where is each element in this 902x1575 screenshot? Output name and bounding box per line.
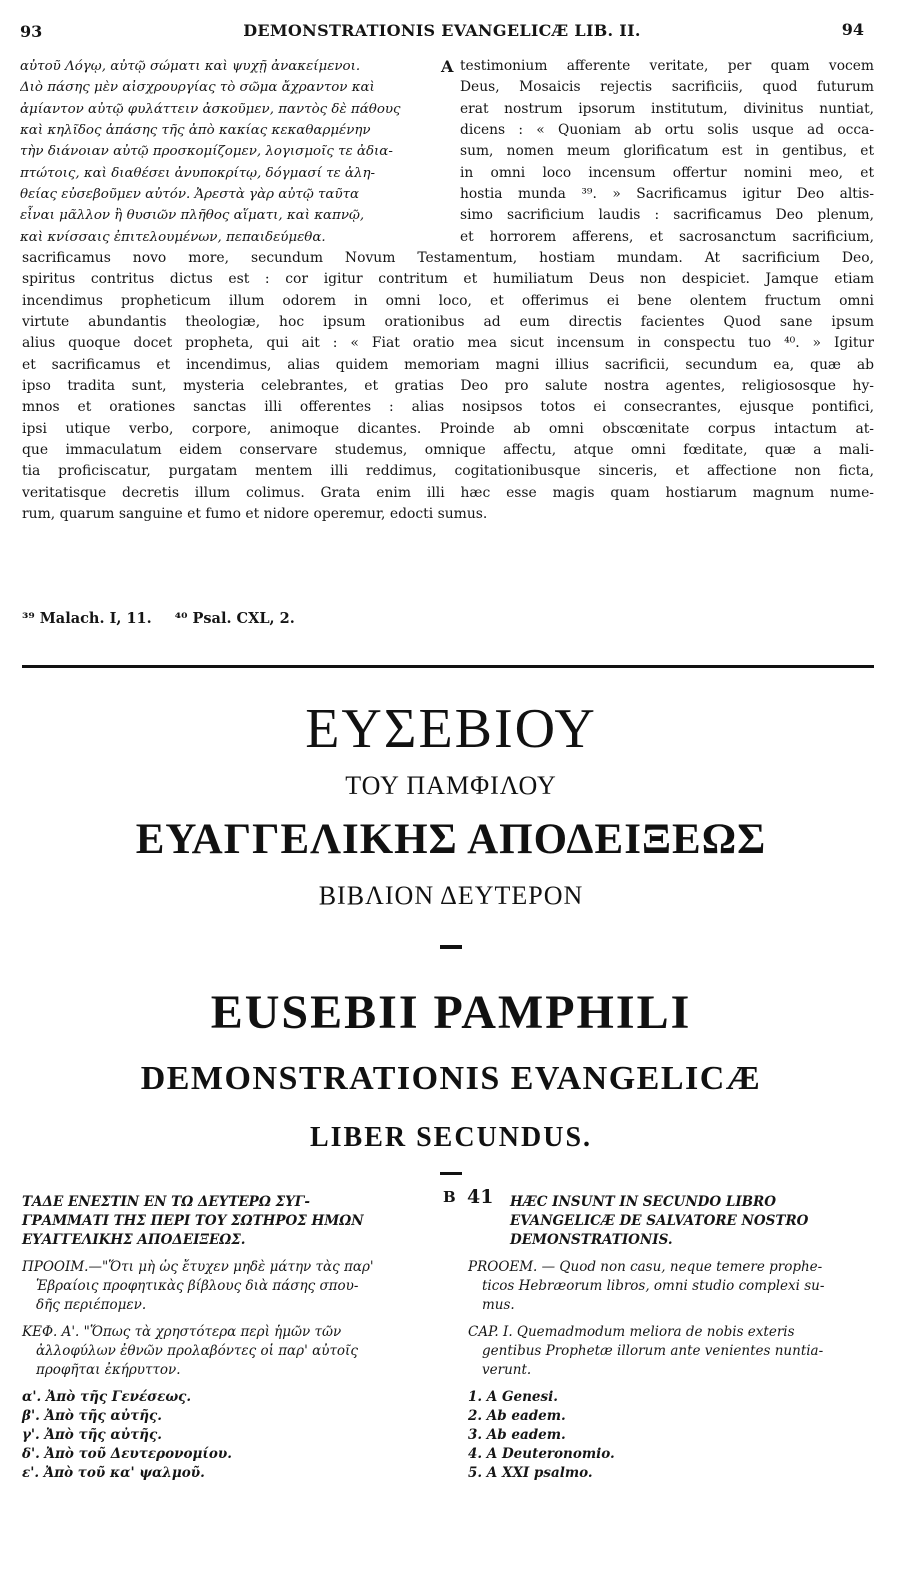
latin-right-column bbox=[460, 56, 874, 248]
prooem-line: Ἑβραίοις προφητικὰς βίβλους διὰ πάσης σπου- bbox=[36, 1278, 359, 1294]
contents-heading-line: HÆC INSUNT IN SECUNDO LIBRO bbox=[510, 1194, 777, 1210]
latin-line: et horrorem afferens, et sacrosanctum sacrificium, bbox=[460, 228, 874, 245]
latin-line: erat nostrum ipsorum institutum, divinitus nuntiat, bbox=[460, 100, 874, 117]
title-greek-surname: ΤΟΥ ΠΑΜΦΙΛΟΥ bbox=[345, 771, 557, 800]
running-header bbox=[20, 20, 864, 44]
running-title: DEMONSTRATIONIS EVANGELICÆ LIB. II. bbox=[243, 21, 641, 40]
latin-line: hostia munda ³⁹. » Sacrificamus igitur Deo altis- bbox=[460, 186, 874, 203]
greek-line: καὶ κνίσσαις ἐπιτελουμένων, πεπαιδεύμεθα. bbox=[20, 229, 326, 245]
chapter-line: CAP. I. Quemadmodum meliora de nobis exteris bbox=[468, 1324, 795, 1340]
title-latin-book: LIBER SECUNDUS. bbox=[309, 1122, 593, 1153]
contents-item: β'. Ἀπὸ τῆς αὐτῆς. bbox=[22, 1408, 162, 1424]
title-greek-author: ΕΥΣΕΒΙΟΥ bbox=[305, 698, 597, 760]
greek-line: Διὸ πάσης μὲν αἰσχρουργίας τὸ σῶμα ἄχραντον καὶ bbox=[20, 80, 375, 96]
section-rule bbox=[22, 665, 874, 668]
footnote: ⁴⁰ Psal. CXL, 2. bbox=[174, 610, 295, 627]
latin-full-width-text bbox=[22, 248, 874, 525]
chapter-line: προφῆται ἐκήρυττον. bbox=[36, 1362, 181, 1378]
latin-line: alius quoque docet propheta, qui ait : « Fiat oratio mea sicut incensum in conspectu tuo ⁴⁰. » Igitur bbox=[22, 335, 874, 352]
latin-line: et sacrificamus et incendimus, alias quidem memoriam magni illius sacrificii, secundum ea, quæ ab bbox=[22, 356, 874, 373]
latin-line: virtute abundantis theologiæ, hoc ipsum orationibus ad eum directis facientes Quod sane ipsum bbox=[22, 314, 874, 331]
latin-line: mnos et orationes sanctas illi offerentes : alias nosipsos totos ei consecrantes, ejusque pontifici, bbox=[22, 399, 874, 416]
greek-line: πτώτοις, καὶ διαθέσει ἀνυποκρίτῳ, δόγμασί τε ἀλη- bbox=[20, 165, 376, 181]
latin-line: simo sacrificium laudis : sacrificamus Deo plenum, bbox=[460, 207, 874, 224]
contents-heading-line: ΤΑΔΕ ΕΝΕΣΤΙΝ ΕΝ ΤΩ ΔΕΥΤΕΡΩ ΣΥΓ- bbox=[22, 1194, 310, 1210]
latin-line: que immaculatum eidem conservare studemus, omnique affectu, atque omni fœditate, quæ a mali- bbox=[22, 442, 874, 459]
contents-item: 4. A Deuteronomio. bbox=[468, 1446, 615, 1462]
margin-letter-b: B bbox=[443, 1188, 456, 1206]
title-greek-book: ΒΙΒΛΙΟΝ ΔΕΥΤΕΡΟΝ bbox=[318, 881, 584, 910]
chapter-line: verunt. bbox=[482, 1362, 532, 1378]
latin-line: rum, quarum sanguine et fumo et nidore operemur, edocti sumus. bbox=[22, 506, 488, 523]
latin-line: veritatisque decretis illum colimus. Grata enim illi hæc esse magis quam hostiarum magnum nume- bbox=[22, 484, 874, 501]
contents-heading-line: ΕΥΑΓΓΕΛΙΚΗΣ ΑΠΟΔΕΙΞΕΩΣ. bbox=[22, 1232, 246, 1248]
greek-line: θείας εὐσεβοῦμεν αὐτόν. Ἀρεστὰ γὰρ αὐτῷ ταῦτα bbox=[20, 187, 360, 203]
contents-item: ε'. Ἀπὸ τοῦ κα' ψαλμοῦ. bbox=[22, 1465, 205, 1481]
prooem-line: ticos Hebræorum libros, omni studio complexi su- bbox=[482, 1278, 825, 1294]
latin-contents bbox=[468, 1193, 878, 1483]
greek-line: τὴν διάνοιαν αὐτῷ προσκομίζομεν, λογισμοῖς τε ἀδια- bbox=[20, 144, 393, 160]
chapter-line: gentibus Prophetæ illorum ante venientes nuntia- bbox=[482, 1343, 824, 1359]
column-number: 41 bbox=[467, 1186, 494, 1208]
prooem-line: mus. bbox=[482, 1297, 515, 1313]
latin-line: sacrificamus novo more, secundum Novum Testamentum, hostiam mundam. At sacrificium Deo, bbox=[22, 250, 874, 266]
greek-line: αὐτοῦ Λόγῳ, αὐτῷ σώματι καὶ ψυχῇ ἀνακείμενοι. bbox=[20, 59, 361, 74]
title-latin-work: DEMONSTRATIONIS EVANGELICÆ bbox=[140, 1060, 762, 1097]
title-greek-work: ΕΥΑΓΓΕΛΙΚΗΣ ΑΠΟΔΕΙΞΕΩΣ bbox=[135, 816, 767, 863]
footnote: ³⁹ Malach. I, 11. bbox=[22, 610, 152, 627]
greek-contents bbox=[22, 1193, 442, 1483]
contents-item: 2. Ab eadem. bbox=[468, 1408, 566, 1424]
contents-item: δ'. Ἀπὸ τοῦ Δευτερονομίου. bbox=[22, 1446, 232, 1462]
prooem-line: PROOEM. — Quod non casu, neque temere prophe- bbox=[468, 1259, 823, 1275]
latin-line: ipsi utique verbo, corpore, animoque dicantes. Proinde ab omni obscœnitate corpus intactum at- bbox=[22, 420, 874, 437]
chapter-line: ἀλλοφύλων ἐθνῶν προλαβόντες οἱ παρ' αὐτοῖς bbox=[36, 1343, 358, 1359]
latin-line: testimonium afferente veritate, per quam vocem bbox=[460, 58, 874, 74]
title-dash bbox=[440, 1172, 462, 1175]
title-latin-author: EUSEBII PAMPHILI bbox=[210, 986, 692, 1039]
greek-line: καὶ κηλῖδος ἁπάσης τῆς ἀπὸ κακίας κεκαθαρμένην bbox=[20, 123, 371, 139]
margin-letter-a: A bbox=[441, 57, 454, 76]
page-number-right: 94 bbox=[841, 20, 864, 39]
latin-line: Deus, Mosaicis rejectis sacrificiis, quod futurum bbox=[460, 79, 874, 96]
prooem-line: δῆς περιέπομεν. bbox=[36, 1297, 147, 1313]
latin-line: sum, nomen meum glorificatum est in gentibus, et bbox=[460, 143, 874, 160]
greek-line: ἀμίαντον αὐτῷ φυλάττειν ἀσκοῦμεν, παντὸς δὲ πάθους bbox=[20, 101, 401, 117]
contents-heading-line: DEMONSTRATIONIS. bbox=[510, 1232, 673, 1248]
latin-line: in omni loco incensum offertur nomini meo, et bbox=[460, 164, 874, 181]
latin-line: tia proficiscatur, purgatam mentem illi reddimus, cogitationibusque sinceris, et affectione non ficta, bbox=[22, 463, 874, 480]
footnotes bbox=[22, 610, 313, 627]
latin-line: ipso tradita sunt, mysteria celebrantes, et gratias Deo pro salute nostra agentes, religiososque hy- bbox=[22, 378, 874, 395]
contents-heading-line: ΓΡΑΜΜΑΤΙ ΤΗΣ ΠΕΡΙ ΤΟΥ ΣΩΤΗΡΟΣ ΗΜΩΝ bbox=[22, 1213, 364, 1229]
greek-line: εἶναι μᾶλλον ἢ θυσιῶν πλῆθος αἵματι, καὶ καπνῷ, bbox=[20, 208, 365, 224]
contents-item: 3. Ab eadem. bbox=[468, 1427, 566, 1443]
latin-line: dicens : « Quoniam ab ortu solis usque ad occa- bbox=[460, 122, 874, 139]
latin-line: spiritus contritus dictus est : cor igitur contritum et humiliatum Deus non despiciet. Jamque etiam bbox=[22, 271, 874, 288]
contents-item: α'. Ἀπὸ τῆς Γενέσεως. bbox=[22, 1389, 192, 1405]
chapter-line: ΚΕΦ. Α'. "Ὅπως τὰ χρηστότερα περὶ ἡμῶν τῶν bbox=[22, 1324, 342, 1340]
prooem-line: ΠΡΟΟΙΜ.—"Ὅτι μὴ ὡς ἔτυχεν μηδὲ μάτην τὰς παρ' bbox=[22, 1259, 374, 1275]
page-number-left: 93 bbox=[20, 22, 43, 41]
title-dash bbox=[440, 945, 462, 949]
contents-heading-line: EVANGELICÆ DE SALVATORE NOSTRO bbox=[510, 1213, 809, 1229]
contents-item: 1. A Genesi. bbox=[468, 1389, 558, 1405]
contents-item: γ'. Ἀπὸ τῆς αὐτῆς. bbox=[22, 1427, 162, 1443]
contents-item: 5. A XXI psalmo. bbox=[468, 1465, 593, 1481]
latin-line: incendimus propheticum illum odorem in omni loco, et offerimus ei bene olentem fructum omni bbox=[22, 292, 874, 309]
greek-text-column bbox=[20, 56, 440, 248]
